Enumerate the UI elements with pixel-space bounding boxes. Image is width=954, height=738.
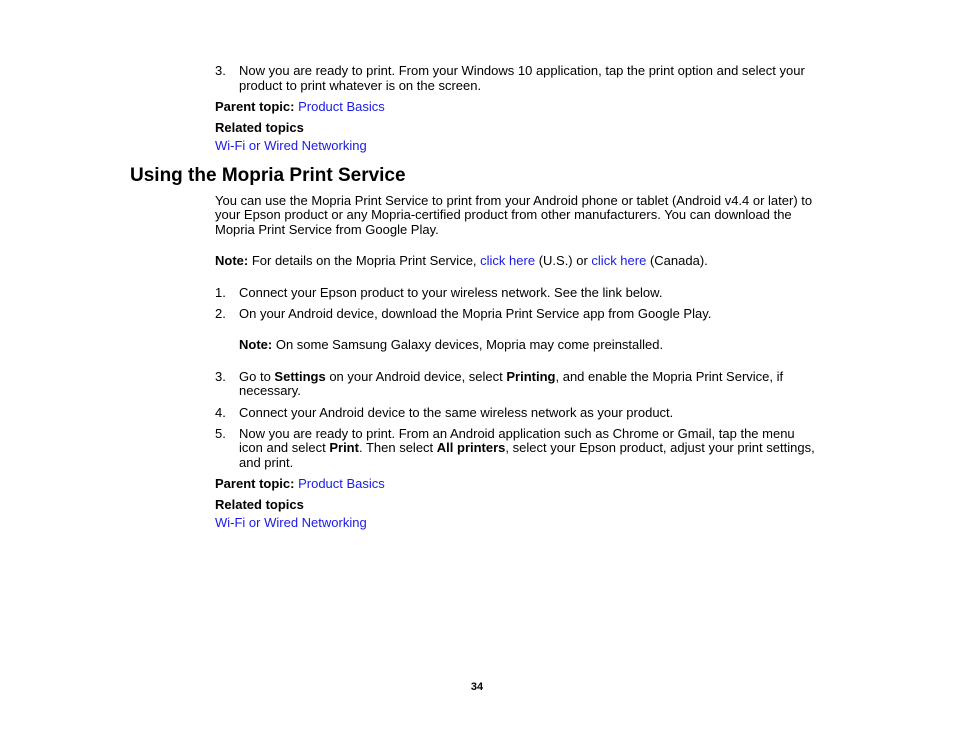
step-text-line: product to print whatever is on the screen. — [239, 78, 482, 93]
print-term: Print — [329, 440, 359, 455]
related-topics-label: Related topics — [215, 497, 304, 512]
step-text-fragment: . Then select — [358, 440, 437, 455]
parent-topic — [215, 99, 385, 114]
step-text: Connect your Android device to the same wireless network as your product. — [239, 405, 674, 420]
step-text-fragment: Go to — [239, 369, 275, 384]
step-number: 1. — [215, 285, 226, 300]
product-basics-link[interactable]: Product Basics — [298, 99, 385, 114]
page-number: 34 — [470, 681, 484, 693]
printing-term: Printing — [506, 369, 556, 384]
intro-line: Mopria Print Service from Google Play. — [215, 222, 439, 237]
step-number: 2. — [215, 306, 226, 321]
wifi-networking-link[interactable]: Wi-Fi or Wired Networking — [215, 138, 367, 153]
step-text-line: Now you are ready to print. From an Android application such as Chrome or Gmail, tap the menu — [239, 426, 795, 441]
note — [239, 337, 663, 352]
related-topics-heading — [215, 120, 304, 135]
note-text: (U.S.) or — [535, 253, 592, 268]
step-text-line: Now you are ready to print. From your Windows 10 application, tap the print option and select your — [239, 63, 805, 78]
note-label: Note: — [215, 253, 249, 268]
step-text-line: and print. — [239, 455, 294, 470]
intro-line: your Epson product or any Mopria-certified product from other manufacturers. You can download the — [215, 207, 792, 222]
click-here-us-link[interactable]: click here — [480, 253, 536, 268]
step-number: 3. — [215, 63, 226, 78]
step-text-line — [239, 440, 815, 455]
parent-topic-label: Parent topic: — [215, 99, 295, 114]
step-text-fragment: on your Android device, select — [325, 369, 507, 384]
related-topic-item — [215, 515, 367, 530]
step-text-line — [239, 369, 783, 384]
step-number: 4. — [215, 405, 226, 420]
all-printers-term: All printers — [436, 440, 506, 455]
step-text-fragment: , select your Epson product, adjust your print settings, — [505, 440, 815, 455]
parent-topic — [215, 476, 385, 491]
note-text: For details on the Mopria Print Service, — [248, 253, 481, 268]
note-text: (Canada). — [646, 253, 708, 268]
step-text: On your Android device, download the Mopria Print Service app from Google Play. — [239, 306, 712, 321]
intro-line: You can use the Mopria Print Service to print from your Android phone or tablet (Android v4.4 or later) to — [215, 193, 813, 208]
related-topics-heading — [215, 497, 304, 512]
step-number: 3. — [215, 369, 226, 384]
step-text-fragment: icon and select — [239, 440, 330, 455]
section-title: Using the Mopria Print Service — [130, 165, 406, 186]
parent-topic-label: Parent topic: — [215, 476, 295, 491]
click-here-canada-link[interactable]: click here — [591, 253, 647, 268]
step-text-line: necessary. — [239, 383, 301, 398]
related-topic-item — [215, 138, 367, 153]
step-text: Connect your Epson product to your wireless network. See the link below. — [239, 285, 663, 300]
note — [215, 253, 708, 268]
settings-term: Settings — [274, 369, 326, 384]
related-topics-label: Related topics — [215, 120, 304, 135]
product-basics-link[interactable]: Product Basics — [298, 476, 385, 491]
note-text: On some Samsung Galaxy devices, Mopria may come preinstalled. — [272, 337, 664, 352]
step-number: 5. — [215, 426, 226, 441]
step-text-fragment: , and enable the Mopria Print Service, if — [555, 369, 784, 384]
note-label: Note: — [239, 337, 273, 352]
wifi-networking-link[interactable]: Wi-Fi or Wired Networking — [215, 515, 367, 530]
